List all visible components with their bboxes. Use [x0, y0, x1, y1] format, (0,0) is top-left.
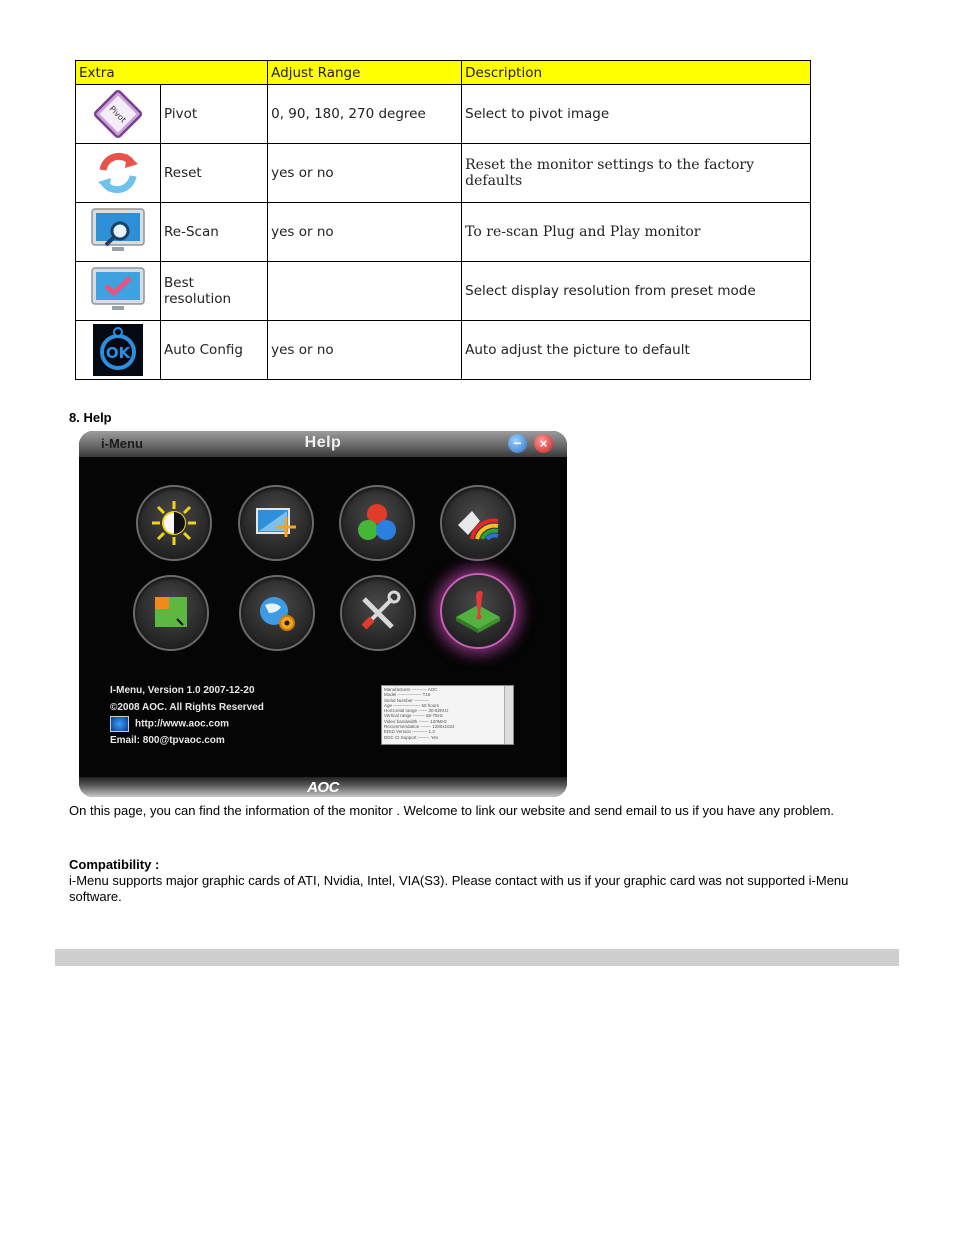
color-boost-icon[interactable] [440, 485, 516, 561]
imenu-info [110, 683, 264, 750]
info-line: Manufacturer ---------- AOC [384, 687, 438, 692]
help-description: On this page, you can find the information of the monitor . Welcome to link our website and send email to us if you have any problem. [69, 803, 835, 818]
info-line: Video bandwidth ------- 120MHz [384, 718, 447, 724]
row-description: Reset the monitor settings to the factory defaults [462, 144, 811, 203]
row-name: Re-Scan [161, 203, 268, 262]
info-line: Vertical range -------- 56-75Hz [384, 713, 444, 719]
header-adjust-range: Adjust Range [268, 61, 462, 85]
info-line: Model ---------------- T16 [384, 692, 431, 698]
row-name: Reset [161, 144, 268, 203]
imenu-copyright: ©2008 AOC. All Rights Reserved [110, 701, 264, 713]
rescan-icon [89, 205, 147, 259]
row-description: Select display resolution from preset mode [462, 262, 811, 321]
monitor-info-panel[interactable] [381, 685, 514, 745]
table-row-reset [76, 144, 811, 203]
header-description: Description [462, 61, 811, 85]
image-setup-icon[interactable] [238, 485, 314, 561]
imenu-title: Help [304, 434, 342, 451]
table-row-pivot [76, 85, 811, 144]
info-panel-scrollbar[interactable] [504, 686, 513, 744]
row-range: yes or no [268, 321, 462, 380]
pivot-icon-label: Pivot [107, 104, 128, 125]
aoc-logo: AOC [307, 779, 339, 796]
aoc-site-icon [110, 716, 129, 732]
row-description: To re-scan Plug and Play monitor [462, 203, 811, 262]
compatibility-heading: Compatibility : [69, 857, 160, 872]
info-line: Horizontal range ------ 30-82KHz [384, 708, 449, 714]
help-section-heading: 8. Help [69, 410, 112, 425]
row-name: Auto Config [161, 321, 268, 380]
compatibility-text: i-Menu supports major graphic cards of ATI, Nvidia, Intel, VIA(S3). Please contact with us if your graphic card was not supported i-Menu software. [69, 873, 849, 904]
row-name: Pivot [161, 85, 268, 144]
picture-boost-icon[interactable] [133, 575, 209, 651]
auto-config-icon [89, 323, 147, 377]
imenu-window [79, 431, 567, 797]
best-resolution-icon [89, 264, 147, 318]
imenu-footer [79, 777, 567, 797]
imenu-titlebar [79, 431, 567, 457]
imenu-brand: i-Menu [101, 436, 143, 451]
compatibility-section [69, 857, 889, 905]
auto-config-icon-label: OK [105, 344, 131, 362]
row-range: yes or no [268, 203, 462, 262]
reset-icon [89, 146, 147, 200]
email-link[interactable]: Email: 800@tpvaoc.com [110, 735, 225, 747]
close-button[interactable]: × [534, 434, 553, 453]
header-extra: Extra [76, 61, 268, 85]
extra-settings-table [75, 60, 811, 380]
extra-tools-icon[interactable] [340, 575, 416, 651]
info-line: Recommendation ------- 1280x1024 [384, 724, 455, 730]
row-description: Select to pivot image [462, 85, 811, 144]
minimize-button[interactable]: − [508, 434, 527, 453]
footer-divider-bar [55, 949, 899, 966]
row-range: yes or no [268, 144, 462, 203]
info-line: Serial Number ---------- [384, 697, 429, 703]
pivot-icon [89, 87, 147, 141]
row-name: Best resolution [161, 262, 268, 321]
info-line: EDID Version ---------- 1.3 [384, 729, 435, 735]
color-temp-icon[interactable] [339, 485, 415, 561]
help-icon[interactable] [440, 573, 516, 649]
table-row-auto-config [76, 321, 811, 380]
row-range: 0, 90, 180, 270 degree [268, 85, 462, 144]
row-range [268, 262, 462, 321]
table-row-best-resolution [76, 262, 811, 321]
table-row-rescan [76, 203, 811, 262]
imenu-version: I-Menu, Version 1.0 2007-12-20 [110, 685, 255, 696]
luminance-icon[interactable] [136, 485, 212, 561]
website-link[interactable]: http://www.aoc.com [135, 718, 230, 730]
info-line: Age ------------------ 50 hours [384, 702, 439, 708]
table-header-row [76, 61, 811, 85]
osd-setup-icon[interactable] [239, 575, 315, 651]
row-description: Auto adjust the picture to default [462, 321, 811, 380]
info-line: DDC CI Support -------- Yes [384, 734, 439, 740]
